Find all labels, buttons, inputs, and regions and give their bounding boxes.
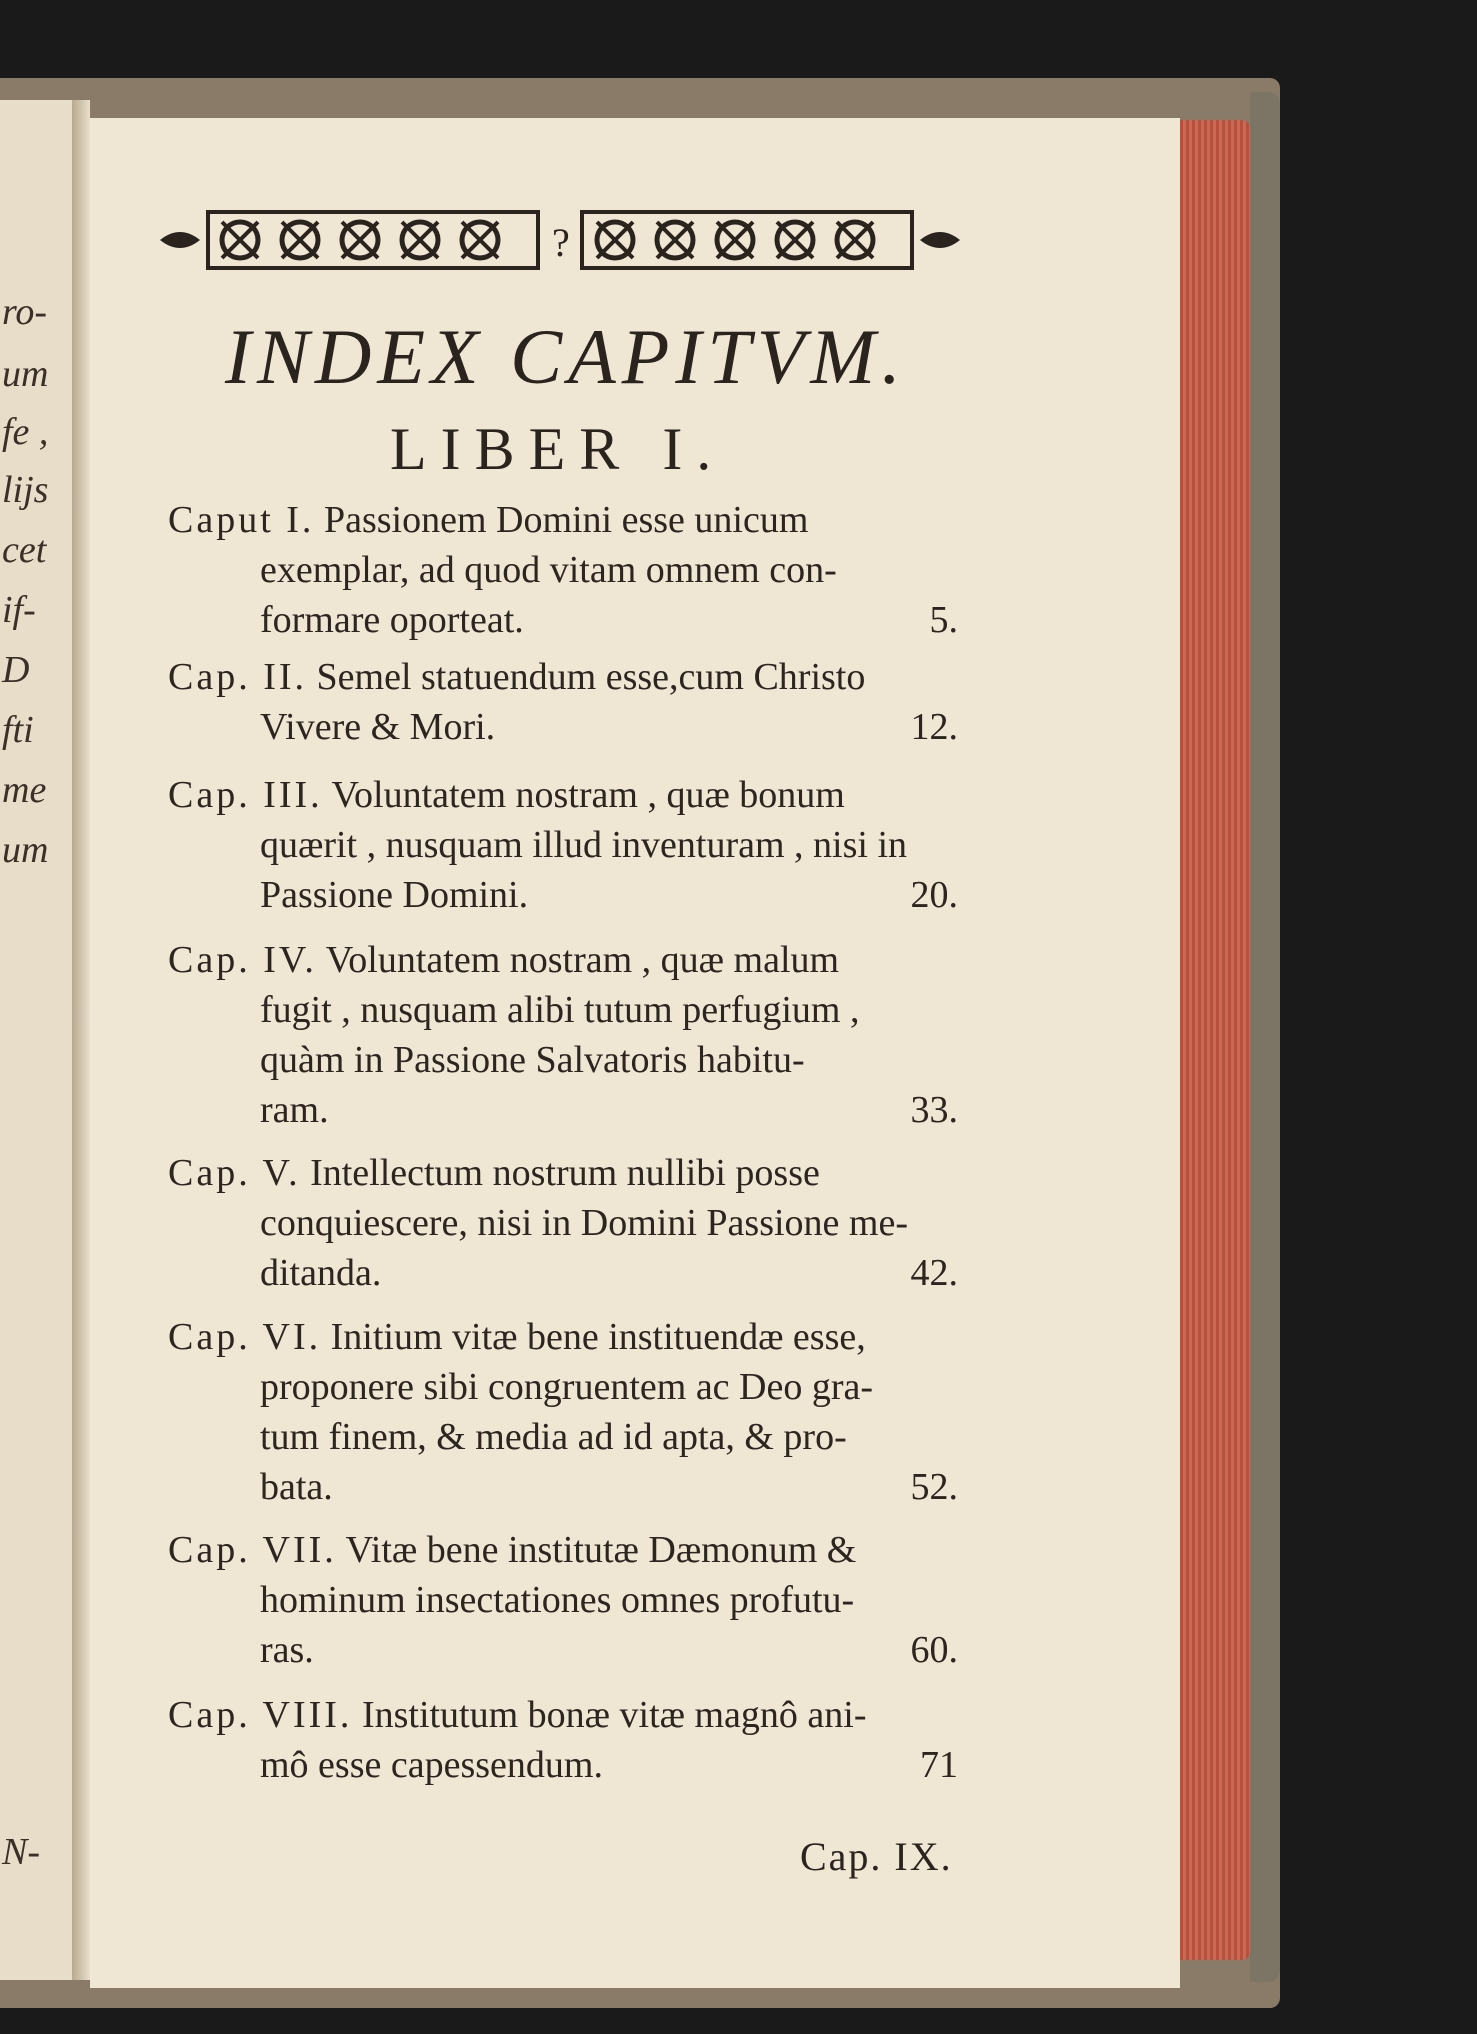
chapter-text-line: Vivere & Mori. xyxy=(260,706,496,748)
chapter-text-line: ditanda. xyxy=(260,1252,382,1294)
chapter-label: Cap. III. xyxy=(168,774,323,816)
left-margin-text: fe , xyxy=(2,411,49,453)
chapter-text-line: Passionem Domini esse unicum xyxy=(323,499,809,541)
chapter-label: Cap. VIII. xyxy=(168,1694,353,1736)
catchword: Cap. IX. xyxy=(800,1834,953,1879)
chapter-text-line: Voluntatem nostram , quæ bonum xyxy=(331,774,845,816)
left-page-fragment xyxy=(0,100,74,1980)
chapter-entry xyxy=(168,495,958,645)
chapter-label: Caput I. xyxy=(168,499,315,541)
chapter-entry xyxy=(168,1690,958,1790)
left-margin-text: um xyxy=(2,829,49,871)
chapter-text-line: quærit , nusquam illud inventuram , nisi in xyxy=(260,824,908,866)
svg-text:?: ? xyxy=(552,220,570,265)
chapter-text-line: quàm in Passione Salvatoris habitu- xyxy=(260,1039,805,1081)
chapter-label: Cap. VII. xyxy=(168,1529,337,1571)
left-margin-text: um xyxy=(2,353,49,395)
chapter-text-line: conquiescere, nisi in Domini Passione me- xyxy=(260,1202,908,1244)
chapter-text-line: bata. xyxy=(260,1466,333,1508)
page-number: 12. xyxy=(910,706,958,748)
chapter-text-line: proponere sibi congruentem ac Deo gra- xyxy=(260,1366,874,1408)
chapter-label: Cap. VI. xyxy=(168,1316,322,1358)
chapter-text-line: Semel statuendum esse,cum Christo xyxy=(316,656,866,698)
chapter-text-line: Vitæ bene institutæ Dæmonum & xyxy=(345,1529,857,1571)
page-number: 42. xyxy=(910,1252,958,1294)
left-margin-text: fti xyxy=(2,709,34,751)
back-cover-board xyxy=(1250,92,1280,1982)
chapter-text-line: Voluntatem nostram , quæ malum xyxy=(325,939,840,981)
chapter-text-line: fugit , nusquam alibi tutum perfugium , xyxy=(260,989,860,1031)
left-margin-text: ro- xyxy=(2,291,48,333)
chapter-text-line: ram. xyxy=(260,1089,329,1131)
ornament-headpiece xyxy=(160,200,960,280)
left-margin-text: me xyxy=(2,769,47,811)
gutter xyxy=(72,100,90,1980)
chapter-text-line: Institutum bonæ vitæ magnô ani- xyxy=(361,1694,867,1736)
book-heading: LIBER I. xyxy=(390,416,726,482)
page-number: 60. xyxy=(910,1629,958,1671)
left-margin-text: cet xyxy=(2,529,47,571)
chapter-text-line: tum finem, & media ad id apta, & pro- xyxy=(260,1416,847,1458)
chapter-entry xyxy=(168,770,958,920)
chapter-entry xyxy=(168,1312,958,1512)
left-margin-text: lijs xyxy=(2,469,49,511)
chapter-text-line: formare oporteat. xyxy=(260,599,524,641)
chapter-text-line: exemplar, ad quod vitam omnem con- xyxy=(260,549,837,591)
chapter-text-line: Intellectum nostrum nullibi posse xyxy=(310,1152,820,1194)
chapter-text-line: ras. xyxy=(260,1629,314,1671)
chapter-label: Cap. II. xyxy=(168,656,308,698)
chapter-text-line: mô esse capessendum. xyxy=(260,1744,603,1786)
chapter-entry xyxy=(168,652,958,752)
page-number: 71 xyxy=(920,1744,958,1786)
chapter-text-line: hominum insectationes omnes profutu- xyxy=(260,1579,855,1621)
chapter-label: Cap. V. xyxy=(168,1152,301,1194)
left-margin-text: if- xyxy=(2,589,36,631)
chapter-text-line: Initium vitæ bene instituendæ esse, xyxy=(330,1316,866,1358)
left-margin-text: N- xyxy=(2,1831,40,1873)
page-number: 20. xyxy=(910,874,958,916)
chapter-entry xyxy=(168,1148,958,1298)
red-page-edges xyxy=(1180,120,1250,1960)
chapter-entry xyxy=(168,1525,958,1675)
page-number: 5. xyxy=(929,599,958,641)
left-margin-text: D xyxy=(2,649,30,691)
page-number: 33. xyxy=(910,1089,958,1131)
chapter-label: Cap. IV. xyxy=(168,939,317,981)
chapter-entry xyxy=(168,935,958,1135)
page-number: 52. xyxy=(910,1466,958,1508)
chapter-text-line: Passione Domini. xyxy=(260,874,529,916)
page-title: INDEX CAPITVM. xyxy=(225,313,907,400)
